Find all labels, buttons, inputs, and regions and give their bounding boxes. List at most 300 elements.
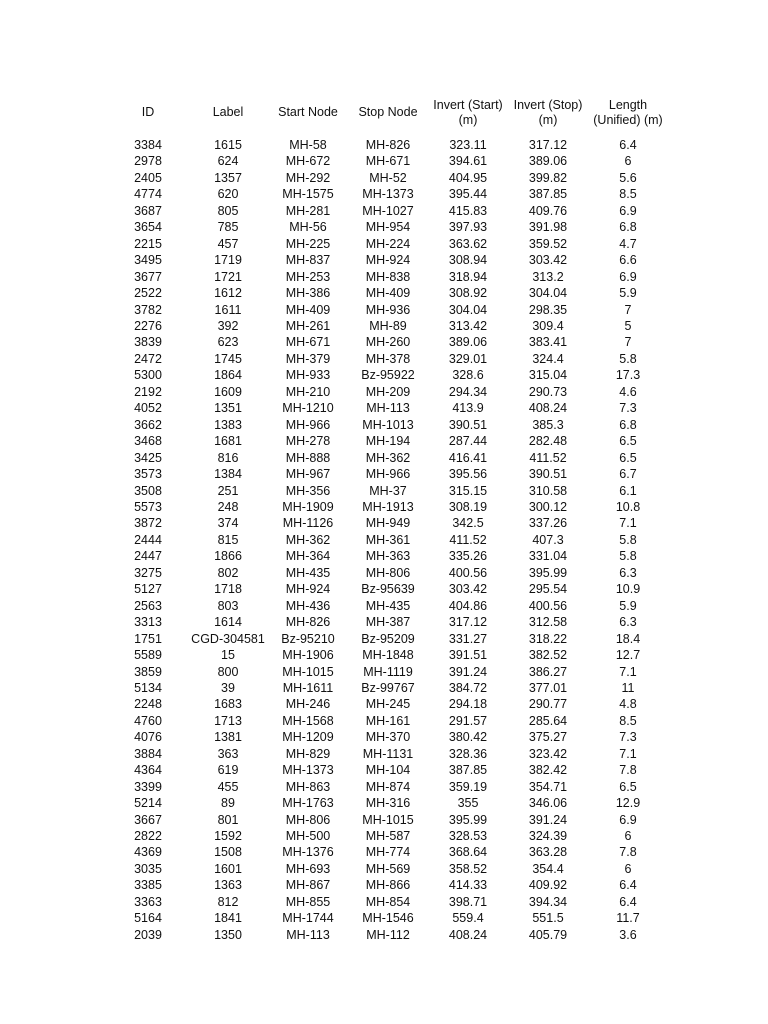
cell-invert-start: 313.42 — [448, 318, 488, 333]
cell-id: 2447 — [134, 549, 162, 564]
cell-stop-node: MH-112 — [366, 927, 410, 942]
cell-label: 1721 — [214, 269, 242, 284]
table-header — [108, 96, 668, 137]
cell-stop-node: MH-435 — [365, 598, 411, 613]
cell-length: 10.8 — [615, 499, 641, 514]
table-row — [108, 186, 668, 202]
table-row — [108, 861, 668, 877]
cell-stop-node: MH-52 — [369, 170, 407, 185]
table-row — [108, 812, 668, 828]
cell-invert-stop: 551.5 — [532, 911, 564, 926]
cell-length: 5.6 — [619, 170, 637, 185]
cell-label: CGD-304581 — [191, 631, 265, 646]
table-row — [108, 614, 668, 630]
table-row — [108, 450, 668, 466]
cell-label: 815 — [217, 532, 239, 547]
cell-invert-stop: 300.12 — [528, 499, 568, 514]
cell-invert-start: 331.27 — [448, 631, 488, 646]
cell-label: 1384 — [214, 467, 242, 482]
cell-length: 7 — [624, 302, 632, 317]
cell-start-node: MH-1209 — [282, 730, 334, 745]
cell-stop-node: MH-387 — [365, 615, 411, 630]
cell-invert-stop: 399.82 — [528, 170, 568, 185]
cell-invert-start: 355 — [457, 796, 479, 811]
cell-start-node: MH-1611 — [282, 680, 334, 695]
cell-stop-node: MH-806 — [365, 565, 411, 580]
cell-start-node: MH-409 — [285, 302, 331, 317]
cell-invert-start: 391.51 — [448, 648, 488, 663]
cell-id: 2039 — [134, 927, 162, 942]
table-row — [108, 581, 668, 597]
cell-length: 6 — [624, 829, 632, 844]
cell-stop-node: MH-838 — [365, 269, 411, 284]
cell-start-node: MH-863 — [285, 779, 331, 794]
cell-length: 4.7 — [619, 236, 637, 251]
cell-invert-start: 416.41 — [448, 450, 488, 465]
cell-invert-start: 294.34 — [448, 384, 488, 399]
cell-invert-start: 308.19 — [448, 499, 488, 514]
cell-start-node: MH-1575 — [282, 187, 334, 202]
cell-length: 12.9 — [615, 796, 641, 811]
cell-length: 6.1 — [619, 483, 637, 498]
cell-invert-stop: 303.42 — [528, 253, 568, 268]
cell-stop-node: MH-378 — [365, 351, 411, 366]
cell-id: 5573 — [134, 499, 162, 514]
cell-invert-stop: 394.34 — [528, 894, 568, 909]
cell-start-node: MH-1909 — [282, 499, 334, 514]
cell-invert-stop: 282.48 — [528, 434, 568, 449]
cell-length: 6 — [624, 154, 632, 169]
cell-label: 248 — [217, 499, 239, 514]
cell-start-node: MH-672 — [285, 154, 331, 169]
cell-id: 3385 — [134, 878, 162, 893]
table-row — [108, 795, 668, 811]
cell-id: 3573 — [134, 467, 162, 482]
cell-stop-node: MH-370 — [365, 730, 411, 745]
cell-invert-stop: 290.77 — [528, 697, 568, 712]
cell-id: 3495 — [134, 253, 162, 268]
cell-id: 3872 — [134, 516, 162, 531]
cell-start-node: MH-435 — [285, 565, 331, 580]
cell-start-node: MH-966 — [285, 417, 331, 432]
cell-length: 6.5 — [619, 434, 637, 449]
cell-stop-node: Bz-95209 — [361, 631, 415, 646]
cell-id: 5214 — [134, 796, 162, 811]
cell-length: 5.8 — [619, 549, 637, 564]
cell-length: 6.5 — [619, 450, 637, 465]
cell-invert-stop: 290.73 — [528, 384, 568, 399]
cell-length: 5 — [624, 318, 632, 333]
table-row — [108, 466, 668, 482]
column-header-length: Length (Unified) (m) — [593, 97, 663, 127]
header-row — [108, 96, 668, 129]
cell-stop-node: MH-1546 — [362, 911, 414, 926]
cell-length: 8.5 — [619, 187, 637, 202]
cell-id: 2563 — [134, 598, 162, 613]
cell-invert-start: 315.15 — [448, 483, 488, 498]
cell-label: 816 — [217, 450, 239, 465]
table-row — [108, 631, 668, 647]
cell-stop-node: MH-37 — [369, 483, 407, 498]
cell-start-node: MH-379 — [285, 351, 331, 366]
cell-length: 6.7 — [619, 467, 637, 482]
cell-length: 3.6 — [619, 927, 637, 942]
cell-invert-start: 287.44 — [448, 434, 488, 449]
cell-start-node: MH-1906 — [282, 648, 334, 663]
cell-invert-start: 380.42 — [448, 730, 488, 745]
cell-stop-node: MH-245 — [365, 697, 411, 712]
cell-length: 7.8 — [619, 845, 637, 860]
cell-id: 5164 — [134, 911, 162, 926]
table-row — [108, 483, 668, 499]
cell-start-node: MH-924 — [285, 582, 331, 597]
cell-invert-stop: 363.28 — [528, 845, 568, 860]
cell-length: 5.9 — [619, 598, 637, 613]
cell-invert-stop: 408.24 — [528, 401, 568, 416]
cell-label: 1745 — [214, 351, 242, 366]
cell-length: 7.3 — [619, 730, 637, 745]
cell-invert-stop: 318.22 — [528, 631, 568, 646]
cell-label: 251 — [217, 483, 239, 498]
cell-invert-start: 328.53 — [448, 829, 488, 844]
cell-invert-stop: 409.76 — [528, 203, 568, 218]
cell-stop-node: MH-1848 — [362, 648, 414, 663]
cell-id: 4076 — [134, 730, 162, 745]
cell-start-node: MH-436 — [285, 598, 331, 613]
cell-length: 6.8 — [619, 220, 637, 235]
cell-start-node: MH-1015 — [282, 664, 334, 679]
cell-start-node: MH-210 — [285, 384, 331, 399]
cell-id: 2192 — [134, 384, 162, 399]
table-row — [108, 515, 668, 531]
cell-length: 18.4 — [615, 631, 641, 646]
cell-stop-node: Bz-99767 — [361, 680, 415, 695]
cell-invert-stop: 386.27 — [528, 664, 568, 679]
cell-stop-node: MH-1913 — [362, 499, 414, 514]
cell-label: 39 — [221, 680, 235, 695]
column-header-id: ID — [141, 105, 155, 119]
cell-length: 6.9 — [619, 812, 637, 827]
cell-id: 3859 — [134, 664, 162, 679]
cell-invert-start: 359.19 — [448, 779, 488, 794]
table-row — [108, 729, 668, 745]
cell-stop-node: MH-671 — [365, 154, 411, 169]
cell-invert-stop: 323.42 — [528, 746, 568, 761]
cell-invert-start: 391.24 — [448, 664, 488, 679]
cell-label: 457 — [217, 236, 239, 251]
table-row — [108, 762, 668, 778]
cell-invert-stop: 295.54 — [528, 582, 568, 597]
cell-invert-stop: 375.27 — [528, 730, 568, 745]
cell-length: 6.9 — [619, 203, 637, 218]
cell-id: 1751 — [134, 631, 162, 646]
cell-id: 2444 — [134, 532, 162, 547]
table-row — [108, 433, 668, 449]
cell-id: 5300 — [134, 368, 162, 383]
column-header-label: Label — [212, 105, 244, 119]
cell-stop-node: MH-104 — [365, 763, 411, 778]
cell-start-node: MH-58 — [289, 138, 327, 152]
cell-invert-stop: 317.12 — [528, 138, 568, 152]
cell-id: 3363 — [134, 894, 162, 909]
cell-stop-node: MH-362 — [365, 450, 411, 465]
table-row — [108, 351, 668, 367]
cell-invert-stop: 304.04 — [528, 286, 568, 301]
cell-id: 3313 — [134, 615, 162, 630]
cell-id: 4052 — [134, 401, 162, 416]
cell-stop-node: MH-774 — [365, 845, 411, 860]
cell-stop-node: MH-924 — [365, 253, 411, 268]
column-header-invert-start: Invert (Start) (m) — [433, 97, 503, 127]
cell-stop-node: MH-316 — [365, 796, 411, 811]
cell-invert-stop: 337.26 — [528, 516, 568, 531]
cell-stop-node: MH-363 — [365, 549, 411, 564]
cell-label: 1713 — [214, 713, 242, 728]
cell-start-node: MH-1568 — [282, 713, 334, 728]
cell-id: 3782 — [134, 302, 162, 317]
cell-id: 3654 — [134, 220, 162, 235]
cell-length: 5.8 — [619, 351, 637, 366]
cell-label: 803 — [217, 598, 239, 613]
cell-start-node: MH-693 — [285, 861, 331, 876]
cell-length: 7.1 — [619, 746, 637, 761]
cell-invert-start: 404.95 — [448, 170, 488, 185]
cell-id: 3667 — [134, 812, 162, 827]
cell-start-node: MH-356 — [285, 483, 331, 498]
cell-stop-node: MH-936 — [365, 302, 411, 317]
cell-length: 5.8 — [619, 532, 637, 547]
cell-stop-node: MH-161 — [365, 713, 411, 728]
cell-stop-node: MH-224 — [365, 236, 411, 251]
cell-label: 1719 — [214, 253, 242, 268]
cell-start-node: MH-671 — [285, 335, 331, 350]
cell-start-node: MH-1126 — [282, 516, 334, 531]
cell-length: 6.3 — [619, 615, 637, 630]
cell-label: 1681 — [214, 434, 242, 449]
cell-invert-start: 304.04 — [448, 302, 488, 317]
cell-id: 4364 — [134, 763, 162, 778]
cell-length: 6.3 — [619, 565, 637, 580]
cell-start-node: MH-826 — [285, 615, 331, 630]
cell-label: 455 — [217, 779, 239, 794]
cell-stop-node: MH-874 — [365, 779, 411, 794]
cell-length: 6.8 — [619, 417, 637, 432]
cell-label: 1683 — [214, 697, 242, 712]
table-row — [108, 746, 668, 762]
table-row — [108, 417, 668, 433]
cell-label: 620 — [217, 187, 239, 202]
cell-id: 3035 — [134, 861, 162, 876]
cell-start-node: MH-829 — [285, 746, 331, 761]
cell-length: 11 — [621, 680, 635, 695]
cell-invert-start: 358.52 — [448, 861, 488, 876]
cell-label: 1381 — [214, 730, 242, 745]
cell-id: 2276 — [134, 318, 162, 333]
cell-label: 1363 — [214, 878, 242, 893]
cell-id: 5127 — [134, 582, 162, 597]
table-row — [108, 236, 668, 252]
cell-invert-start: 389.06 — [448, 335, 488, 350]
cell-invert-start: 395.99 — [448, 812, 488, 827]
cell-stop-node: Bz-95639 — [361, 582, 415, 597]
cell-invert-stop: 354.71 — [528, 779, 568, 794]
cell-label: 802 — [217, 565, 239, 580]
cell-length: 5.9 — [619, 286, 637, 301]
conduit-table — [108, 96, 668, 943]
table-row — [108, 779, 668, 795]
table-body — [108, 137, 668, 943]
cell-start-node: MH-246 — [285, 697, 331, 712]
cell-length: 6.9 — [619, 269, 637, 284]
cell-label: 374 — [217, 516, 239, 531]
cell-length: 6.4 — [619, 138, 637, 152]
cell-label: 1864 — [214, 368, 242, 383]
cell-label: 623 — [217, 335, 239, 350]
cell-invert-start: 308.94 — [448, 253, 488, 268]
cell-length: 4.8 — [619, 697, 637, 712]
cell-id: 2248 — [134, 697, 162, 712]
cell-label: 785 — [217, 220, 239, 235]
table-row — [108, 285, 668, 301]
cell-stop-node: MH-194 — [365, 434, 411, 449]
cell-stop-node: MH-1119 — [363, 664, 413, 679]
cell-invert-start: 291.57 — [448, 713, 488, 728]
cell-invert-start: 368.64 — [448, 845, 488, 860]
cell-label: 1508 — [214, 845, 242, 860]
column-header-stop-node: Stop Node — [358, 105, 418, 119]
cell-stop-node: MH-89 — [369, 318, 407, 333]
cell-invert-stop: 298.35 — [528, 302, 568, 317]
cell-start-node: MH-888 — [285, 450, 331, 465]
cell-stop-node: MH-1131 — [362, 746, 414, 761]
cell-start-node: MH-967 — [285, 467, 331, 482]
cell-label: 801 — [217, 812, 239, 827]
table-row — [108, 910, 668, 926]
cell-stop-node: MH-209 — [365, 384, 411, 399]
cell-label: 89 — [221, 796, 235, 811]
cell-start-node: MH-261 — [285, 318, 331, 333]
cell-invert-stop: 390.51 — [528, 467, 568, 482]
table-row — [108, 499, 668, 515]
cell-invert-start: 303.42 — [448, 582, 488, 597]
cell-invert-start: 328.6 — [452, 368, 484, 383]
cell-start-node: MH-837 — [285, 253, 331, 268]
cell-label: 392 — [217, 318, 239, 333]
cell-stop-node: MH-1015 — [362, 812, 414, 827]
cell-invert-stop: 387.85 — [528, 187, 568, 202]
cell-length: 6 — [624, 861, 632, 876]
cell-start-node: MH-278 — [285, 434, 331, 449]
cell-start-node: MH-56 — [289, 220, 327, 235]
cell-invert-start: 390.51 — [448, 417, 488, 432]
table-row — [108, 334, 668, 350]
cell-id: 3508 — [134, 483, 162, 498]
cell-label: 805 — [217, 203, 239, 218]
cell-stop-node: MH-409 — [365, 286, 411, 301]
cell-start-node: MH-386 — [285, 286, 331, 301]
cell-stop-node: MH-587 — [365, 829, 411, 844]
cell-start-node: MH-855 — [285, 894, 331, 909]
cell-id: 5134 — [134, 680, 162, 695]
table-row — [108, 548, 668, 564]
cell-invert-stop: 400.56 — [528, 598, 568, 613]
cell-label: 1615 — [214, 138, 242, 152]
cell-label: 1611 — [214, 302, 242, 317]
cell-start-node: MH-806 — [285, 812, 331, 827]
cell-invert-start: 404.86 — [448, 598, 488, 613]
cell-start-node: MH-1763 — [282, 796, 334, 811]
cell-invert-start: 317.12 — [448, 615, 488, 630]
cell-label: 1718 — [214, 582, 242, 597]
cell-start-node: Bz-95210 — [281, 631, 335, 646]
cell-invert-stop: 389.06 — [528, 154, 568, 169]
cell-stop-node: MH-1373 — [362, 187, 414, 202]
cell-label: 1601 — [214, 861, 242, 876]
cell-stop-node: MH-966 — [365, 467, 411, 482]
cell-length: 4.6 — [619, 384, 637, 399]
table-row — [108, 927, 668, 943]
cell-length: 6.5 — [619, 779, 637, 794]
cell-invert-stop: 331.04 — [528, 549, 568, 564]
cell-invert-stop: 391.24 — [528, 812, 568, 827]
cell-invert-stop: 313.2 — [532, 269, 564, 284]
cell-invert-stop: 315.04 — [528, 368, 568, 383]
cell-invert-start: 413.9 — [452, 401, 484, 416]
table-row — [108, 269, 668, 285]
cell-length: 6.4 — [619, 894, 637, 909]
cell-label: 1383 — [214, 417, 242, 432]
cell-invert-start: 408.24 — [448, 927, 488, 942]
cell-id: 3687 — [134, 203, 162, 218]
cell-invert-stop: 407.3 — [532, 532, 564, 547]
cell-invert-stop: 324.4 — [532, 351, 564, 366]
cell-invert-start: 363.62 — [448, 236, 488, 251]
cell-start-node: MH-1210 — [282, 401, 334, 416]
cell-start-node: MH-362 — [285, 532, 331, 547]
cell-label: 1357 — [214, 170, 242, 185]
cell-start-node: MH-113 — [286, 927, 330, 942]
table-row — [108, 532, 668, 548]
table-row — [108, 153, 668, 169]
cell-length: 7.8 — [619, 763, 637, 778]
cell-length: 7.1 — [619, 664, 637, 679]
cell-label: 1841 — [214, 911, 242, 926]
cell-label: 619 — [217, 763, 239, 778]
header-spacer-cell — [108, 129, 668, 137]
cell-label: 1612 — [214, 286, 242, 301]
cell-id: 3839 — [134, 335, 162, 350]
cell-start-node: MH-292 — [285, 170, 331, 185]
cell-label: 15 — [221, 648, 235, 663]
cell-label: 363 — [217, 746, 239, 761]
column-header-invert-stop: Invert (Stop) (m) — [513, 97, 583, 127]
cell-start-node: MH-281 — [285, 203, 331, 218]
cell-stop-node: MH-569 — [365, 861, 411, 876]
table-row — [108, 203, 668, 219]
cell-invert-start: 323.11 — [449, 138, 487, 152]
table-row — [108, 565, 668, 581]
table-row — [108, 400, 668, 416]
cell-invert-stop: 411.52 — [529, 450, 567, 465]
table-row — [108, 219, 668, 235]
cell-invert-start: 395.44 — [448, 187, 488, 202]
cell-label: 812 — [217, 894, 239, 909]
cell-start-node: MH-225 — [285, 236, 331, 251]
cell-stop-node: MH-1013 — [362, 417, 414, 432]
cell-invert-stop: 391.98 — [528, 220, 568, 235]
cell-id: 2472 — [134, 351, 162, 366]
table-row — [108, 713, 668, 729]
